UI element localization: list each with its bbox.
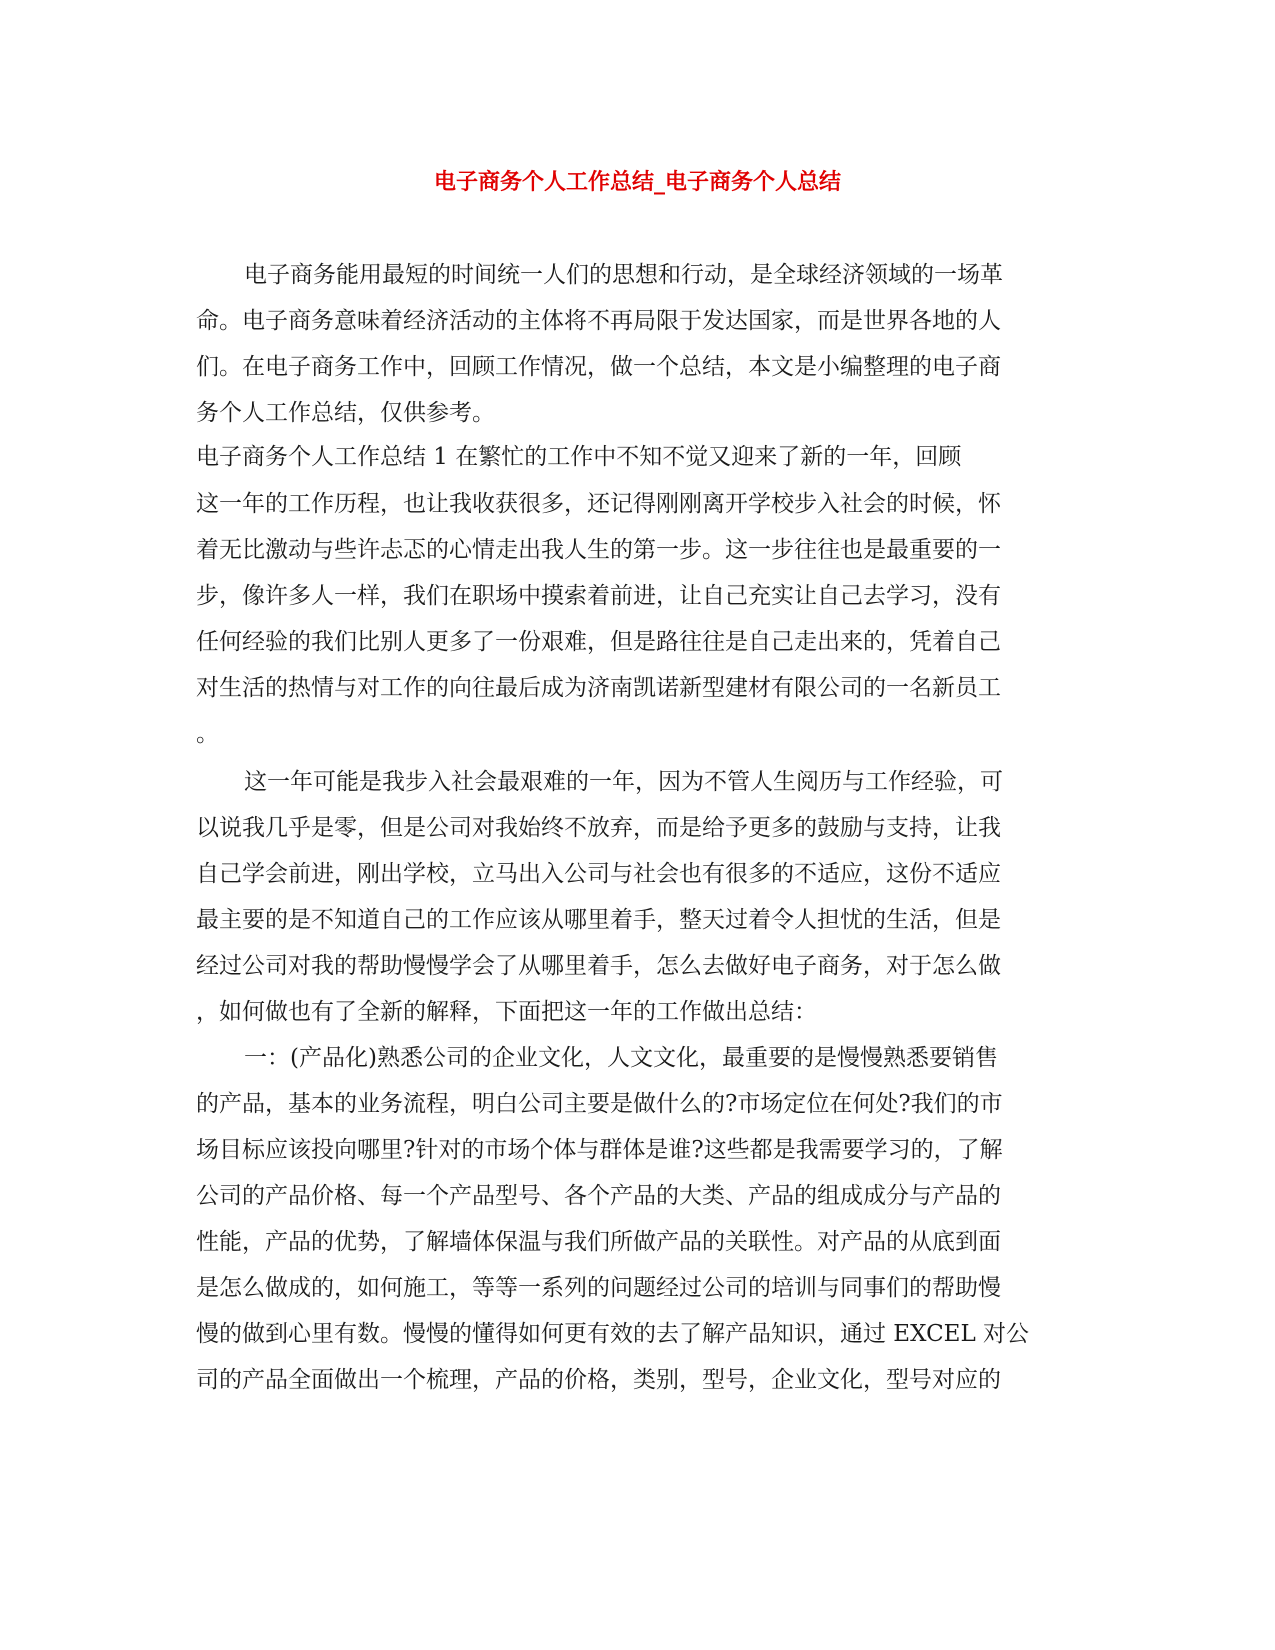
- body-line: 一：(产品化)熟悉公司的企业文化，人文文化，最重要的是慢慢熟悉要销售: [244, 1045, 998, 1071]
- body-line: 着无比激动与些许忐忑的心情走出我人生的第一步。这一步往往也是最重要的一: [196, 537, 1001, 563]
- body-line: 的产品，基本的业务流程，明白公司主要是做什么的?市场定位在何处?我们的市: [196, 1091, 1003, 1117]
- body-line: 务个人工作总结，仅供参考。: [196, 400, 495, 426]
- body-line: 是怎么做成的，如何施工，等等一系列的问题经过公司的培训与同事们的帮助慢: [196, 1275, 1001, 1301]
- body-line: 场目标应该投向哪里?针对的市场个体与群体是谁?这些都是我需要学习的，了解: [196, 1137, 1003, 1163]
- body-line: 慢的做到心里有数。慢慢的懂得如何更有效的去了解产品知识，通过 EXCEL 对公: [196, 1321, 1030, 1347]
- body-line: 电子商务能用最短的时间统一人们的思想和行动，是全球经济领域的一场革: [244, 262, 1003, 288]
- body-line: 公司的产品价格、每一个产品型号、各个产品的大类、产品的组成成分与产品的: [196, 1183, 1001, 1209]
- body-line: 这一年可能是我步入社会最艰难的一年，因为不管人生阅历与工作经验，可: [244, 769, 1003, 795]
- body-line: 任何经验的我们比别人更多了一份艰难，但是路往往是自己走出来的，凭着自己: [196, 629, 1001, 655]
- body-line: 这一年的工作历程，也让我收获很多，还记得刚刚离开学校步入社会的时候，怀: [196, 491, 1001, 517]
- body-line: 电子商务个人工作总结 1 在繁忙的工作中不知不觉又迎来了新的一年，回顾: [196, 444, 962, 470]
- document-title: 电子商务个人工作总结_电子商务个人总结: [433, 170, 841, 195]
- body-line: 步，像许多人一样，我们在职场中摸索着前进，让自己充实让自己去学习，没有: [196, 583, 1001, 609]
- body-line: 命。电子商务意味着经济活动的主体将不再局限于发达国家，而是世界各地的人: [196, 308, 1001, 334]
- body-line: 们。在电子商务工作中，回顾工作情况，做一个总结，本文是小编整理的电子商: [196, 354, 1001, 380]
- body-line: 最主要的是不知道自己的工作应该从哪里着手，整天过着令人担忧的生活，但是: [196, 907, 1001, 933]
- body-line: 性能，产品的优势，了解墙体保温与我们所做产品的关联性。对产品的从底到面: [196, 1229, 1001, 1255]
- body-line: 自己学会前进，刚出学校，立马出入公司与社会也有很多的不适应，这份不适应: [196, 861, 1001, 887]
- body-line: 经过公司对我的帮助慢慢学会了从哪里着手，怎么去做好电子商务，对于怎么做: [196, 953, 1001, 979]
- body-line: 。: [196, 721, 219, 747]
- body-line: 司的产品全面做出一个梳理，产品的价格，类别，型号，企业文化，型号对应的: [196, 1367, 1001, 1393]
- body-line: ，如何做也有了全新的解释，下面把这一年的工作做出总结：: [196, 999, 817, 1025]
- body-line: 以说我几乎是零，但是公司对我始终不放弃，而是给予更多的鼓励与支持，让我: [196, 815, 1001, 841]
- body-line: 对生活的热情与对工作的向往最后成为济南凯诺新型建材有限公司的一名新员工: [196, 675, 1001, 701]
